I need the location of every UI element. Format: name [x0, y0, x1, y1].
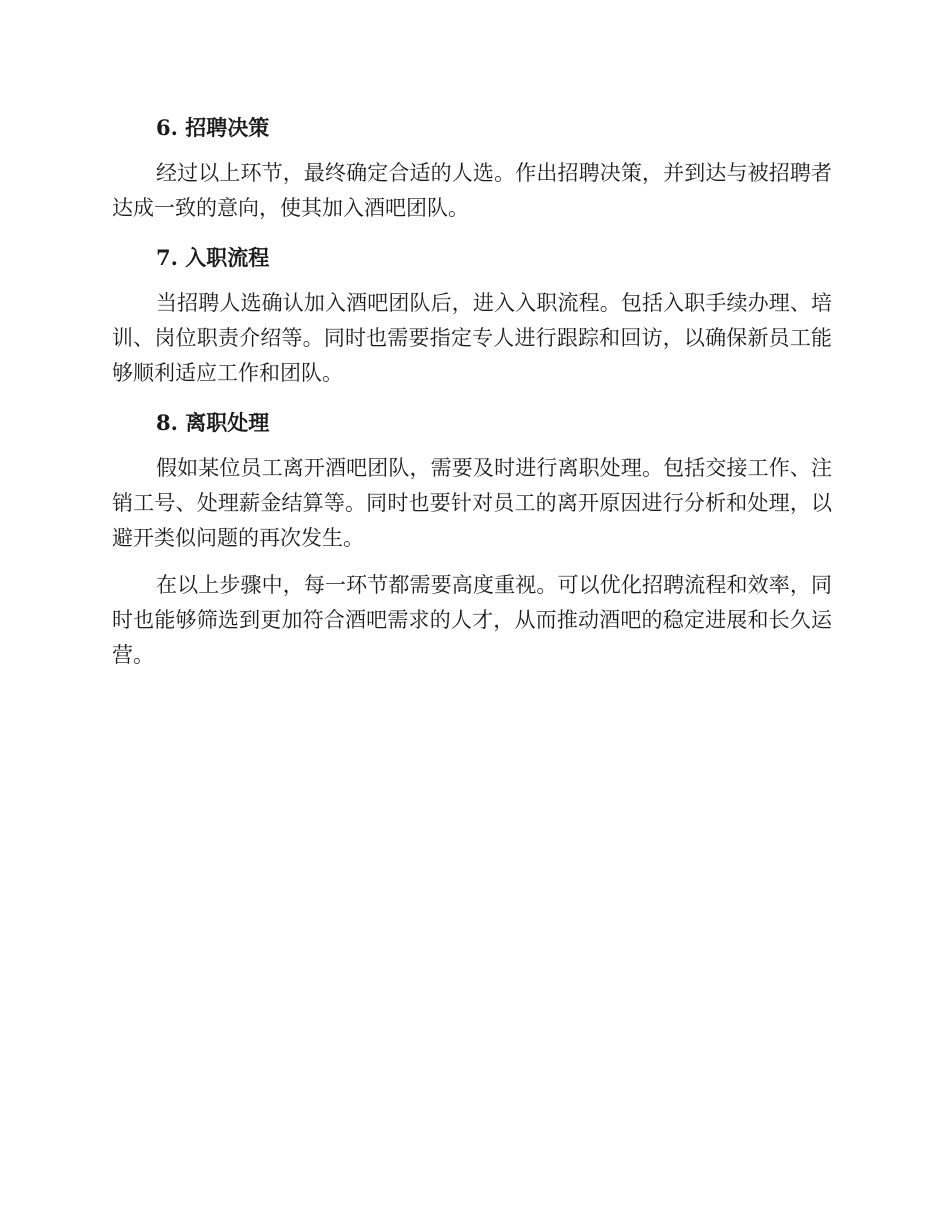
document-page: [112, 108, 832, 673]
section-heading-resignation: 8. 离职处理: [156, 410, 270, 435]
section-heading-onboarding: 7. 入职流程: [156, 245, 270, 270]
section-body-onboarding: 当招聘人选确认加入酒吧团队后，进入入职流程。包括入职手续办理、培训、岗位职责介绍等。同时也需要指定专人进行跟踪和回访，以确保新员工能够顺利适应工作和团队。: [112, 291, 832, 385]
section-body-resignation: 假如某位员工离开酒吧团队，需要及时进行离职处理。包括交接工作、注销工号、处理薪金结算等。同时也要针对员工的离开原因进行分析和处理，以避开类似问题的再次发生。: [112, 456, 832, 550]
section-heading-recruitment-decision: 6. 招聘决策: [156, 115, 270, 140]
conclusion-paragraph: 在以上步骤中，每一环节都需要高度重视。可以优化招聘流程和效率，同时也能够筛选到更加符合酒吧需求的人才，从而推动酒吧的稳定进展和长久运营。: [112, 573, 832, 667]
section-body-recruitment-decision: 经过以上环节，最终确定合适的人选。作出招聘决策，并到达与被招聘者达成一致的意向，使其加入酒吧团队。: [112, 161, 832, 220]
